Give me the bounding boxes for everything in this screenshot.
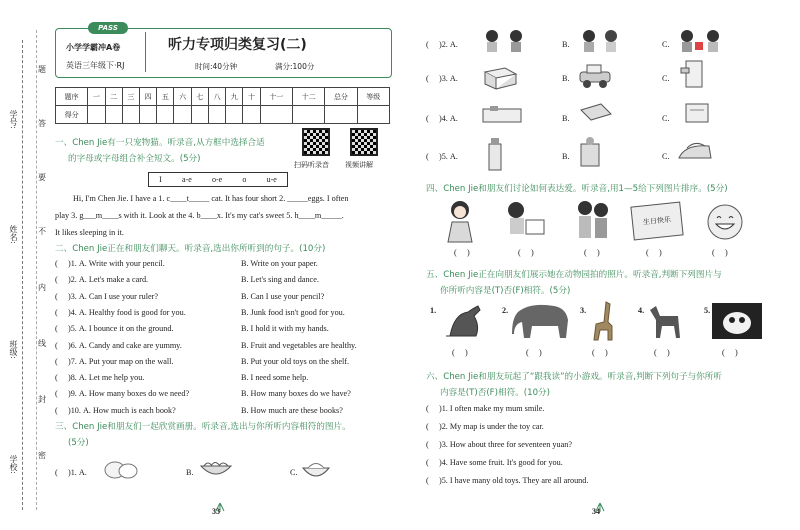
score-header-cell: 题序 — [56, 88, 88, 106]
passage-line-1: Hi, I'm Chen Jie. I have a 1. c____t_____ cat. It has four short 2. _____eggs. I often — [73, 194, 349, 203]
sec5-answer-1[interactable]: ( ) — [452, 348, 468, 357]
score-cell[interactable] — [140, 106, 157, 124]
girl-picture[interactable] — [440, 198, 480, 244]
answer-bracket[interactable]: ( ) — [55, 307, 71, 317]
item-number: 5 — [441, 476, 446, 485]
item-number: 4 — [441, 114, 446, 123]
sec4-answer-3[interactable]: ( ) — [584, 248, 600, 257]
kids-hug-picture[interactable] — [570, 198, 616, 244]
score-cell[interactable] — [191, 106, 208, 124]
score-header-cell: 十二 — [292, 88, 324, 106]
section-3-title-line2: (5分) — [68, 438, 89, 448]
section-5-title: 五、Chen Jie正在向朋友们展示她在动物园拍的照片。听录音,判断下列图片与 — [426, 270, 722, 280]
option-a-e: a-e — [182, 175, 192, 184]
book-series: 小学学霸冲A卷 — [66, 43, 121, 52]
picture-row-5-b — [562, 152, 570, 161]
answer-bracket[interactable]: ( ) — [55, 340, 71, 350]
item-number: 2 — [441, 422, 446, 431]
sec6-item: ( )3. How about three for seventeen yuan? — [426, 440, 572, 449]
item-number: 10 — [70, 405, 79, 415]
option-o-e: o-e — [211, 175, 223, 184]
worksheet-title: 听力专项归类复习(二) — [168, 37, 307, 53]
animal-2-label: 2. — [502, 306, 509, 315]
seal-char: 题 — [38, 65, 46, 74]
score-cell[interactable] — [157, 106, 174, 124]
elephant-picture[interactable] — [510, 300, 572, 340]
fold-line — [22, 40, 23, 510]
toy-car-picture[interactable] — [575, 60, 615, 90]
option-b: B. Junk food isn't good for you. — [241, 307, 345, 317]
sec2-item: ( )5. A. I bounce it on the ground. B. I hold it with my hands. — [55, 324, 329, 334]
sec4-answer-1[interactable]: ( ) — [454, 248, 470, 257]
option-a: A. Healthy food is good for you. — [78, 307, 186, 317]
right-page — [400, 0, 800, 530]
class-label: 班级: — [9, 340, 18, 359]
sec2-item: ( )10. A. How much is each book? B. How much are these books? — [55, 405, 343, 415]
smiley-face-picture[interactable] — [705, 202, 745, 242]
item-number: 2 — [70, 275, 75, 285]
score-header-cell: 三 — [122, 88, 139, 106]
item-number: 2 — [441, 40, 446, 49]
option-b: B. How much are these books? — [241, 405, 343, 415]
score-header-cell: 等级 — [357, 88, 389, 106]
option-b: B. I need some help. — [241, 373, 309, 383]
seal-char: 答 — [38, 119, 46, 128]
answer-bracket[interactable]: ( ) — [55, 324, 71, 334]
answer-bracket[interactable]: ( ) — [426, 74, 442, 83]
option-b-label: B. — [562, 74, 570, 83]
sec3-q1-a: A. — [78, 468, 87, 477]
passage-line-3: It likes sleeping in it. — [55, 228, 124, 237]
sec2-item: ( )1. A. Write with your pencil. B. Write on your paper. — [55, 259, 318, 268]
score-cell[interactable] — [325, 106, 357, 124]
sentence: Have some fruit. It's good for you. — [449, 458, 563, 467]
item-number: 1 — [441, 404, 446, 413]
answer-bracket[interactable]: ( ) — [55, 356, 71, 366]
panda-picture[interactable] — [712, 303, 762, 339]
sentence: I often make my mum smile. — [449, 404, 545, 413]
score-header-cell: 二 — [105, 88, 122, 106]
section-3-title: 三、Chen Jie和朋友们一起欣赏画册。听录音,选出与你所听内容相符的图片。 — [55, 422, 351, 432]
section-2-title: 二、Chen Jie正在和朋友们聊天。听录音,选出你所听到的句子。(10分) — [55, 244, 326, 254]
picture-row-5: ( )5. A. — [426, 152, 458, 161]
option-o: o — [242, 175, 247, 184]
option-b-label: B. — [562, 114, 570, 123]
section-6-title: 六、Chen Jie和朋友玩起了“跟我读”的小游戏。听录音,判断下列句子与你所听 — [426, 372, 722, 382]
option-a: A. How many boxes do we need? — [78, 389, 190, 399]
score-header-cell: 十 — [243, 88, 260, 106]
item-number: 5 — [70, 324, 75, 334]
full-score: 满分:100分 — [275, 62, 315, 71]
option-b-label: B. — [562, 40, 570, 49]
option-a: A. Let me help you. — [78, 373, 145, 383]
score-header-cell: 七 — [191, 88, 208, 106]
sec2-item: ( )2. A. Let's make a card. B. Let's sing and dance. — [55, 275, 319, 285]
answer-bracket[interactable]: ( ) — [426, 404, 442, 413]
item-number: 3 — [441, 440, 446, 449]
option-box — [148, 172, 288, 187]
option-b: B. How many boxes do we have? — [241, 389, 351, 399]
score-header-cell: 一 — [88, 88, 105, 106]
sec4-answer-5[interactable]: ( ) — [712, 248, 728, 257]
sec5-answer-4[interactable]: ( ) — [654, 348, 670, 357]
item-number: 3 — [441, 74, 446, 83]
sentence: I have many old toys. They are all around. — [449, 476, 589, 485]
zebra-horse-picture[interactable] — [646, 302, 686, 340]
picture-row-4-c — [662, 114, 670, 123]
option-a: A. Put your map on the wall. — [78, 356, 174, 366]
picture-row-3-c — [662, 74, 670, 83]
pass-logo: PASS — [88, 22, 128, 34]
item-number: 8 — [70, 373, 75, 383]
answer-bracket[interactable]: ( ) — [426, 152, 442, 161]
animal-5-label: 5. — [704, 306, 711, 315]
item-number: 5 — [441, 152, 446, 161]
score-cell[interactable] — [174, 106, 191, 124]
picture-row-2: ( )2. A. — [426, 40, 458, 49]
page-number-ornament — [585, 500, 615, 512]
sec6-item: ( )1. I often make my mum smile. — [426, 404, 545, 413]
answer-bracket[interactable]: ( ) — [426, 440, 442, 449]
animal-4-label: 4. — [638, 306, 645, 315]
sec3-q1-c: C. — [290, 468, 298, 477]
animal-3-label: 3. — [580, 306, 587, 315]
score-cell[interactable] — [122, 106, 139, 124]
score-cell[interactable] — [260, 106, 292, 124]
page-number-ornament — [205, 500, 235, 520]
answer-bracket[interactable]: ( ) — [426, 458, 442, 467]
student-number-label: 学号: — [9, 110, 18, 129]
option-b: B. I hold it with my hands. — [241, 324, 329, 334]
score-cell[interactable] — [292, 106, 324, 124]
cabinet-picture[interactable] — [678, 58, 708, 90]
answer-bracket[interactable]: ( ) — [55, 291, 71, 301]
option-a: A. I bounce it on the ground. — [78, 324, 174, 334]
score-header-cell: 八 — [208, 88, 225, 106]
answer-bracket[interactable]: ( ) — [426, 476, 442, 485]
section-5-title-line2: 你所听内容是(T)否(F)相符。(5分) — [440, 286, 571, 296]
juice-bottle-picture[interactable] — [480, 136, 510, 172]
picture-row-5-c — [662, 152, 670, 161]
two-kids-gift-picture[interactable] — [675, 28, 725, 54]
option-b: B. Put your old toys on the shelf. — [241, 356, 350, 366]
sec2-item: ( )7. A. Put your map on the wall. B. Put your old toys on the shelf. — [55, 356, 350, 366]
answer-bracket[interactable]: ( ) — [55, 389, 71, 399]
option-a-label: A. — [449, 152, 458, 161]
school-label: 学校: — [9, 455, 18, 474]
option-a: A. Write with your pencil. — [78, 259, 165, 268]
picture-row-4-b — [562, 114, 570, 123]
seal-char: 不 — [38, 227, 46, 236]
option-c-label: C. — [662, 40, 670, 49]
option-b: B. Let's sing and dance. — [241, 275, 319, 285]
sec6-item: ( )5. I have many old toys. They are all around. — [426, 476, 589, 485]
header-divider — [145, 32, 146, 72]
score-header-cell: 总分 — [325, 88, 357, 106]
option-b-label: B. — [562, 152, 570, 161]
sec2-item: ( )8. A. Let me help you. B. I need some help. — [55, 373, 309, 383]
sec5-answer-2[interactable]: ( ) — [526, 348, 542, 357]
name-label: 姓名: — [9, 225, 18, 244]
option-a-label: A. — [449, 74, 458, 83]
section-6-title-line2: 内容是(T)否(F)相符。(10分) — [440, 388, 550, 398]
score-header-cell: 六 — [174, 88, 191, 106]
sec3-q1-number: 1 — [70, 468, 75, 477]
option-c-label: C. — [662, 114, 670, 123]
sentence: How about three for seventeen yuan? — [449, 440, 572, 449]
picture-row-3-b — [562, 74, 570, 83]
qr-caption-audio: 扫码听录音 — [294, 161, 329, 169]
answer-bracket[interactable]: ( ) — [55, 373, 71, 383]
score-cell[interactable] — [226, 106, 243, 124]
score-header-cell: 四 — [140, 88, 157, 106]
option-a-label: A. — [449, 40, 458, 49]
score-header-cell: 九 — [226, 88, 243, 106]
answer-bracket[interactable]: ( ) — [55, 275, 71, 285]
option-b: B. Fruit and vegetables are healthy. — [241, 340, 357, 350]
score-cell[interactable] — [88, 106, 105, 124]
seal-line — [36, 30, 37, 510]
option-a: A. How much is each book? — [82, 405, 176, 415]
qr-code-audio[interactable] — [302, 128, 330, 156]
seal-char: 封 — [38, 395, 46, 404]
birthday-card-picture[interactable] — [630, 201, 683, 240]
time-limit: 时间:40分钟 — [195, 62, 238, 71]
grade-label: 英语三年级下·RJ — [66, 61, 125, 70]
score-row-label: 得分 — [56, 106, 88, 124]
sec3-q1-bracket[interactable]: ( )1. A. — [55, 468, 87, 477]
eggs-picture[interactable] — [103, 458, 139, 480]
section-4-title: 四、Chen Jie和朋友们讨论如何表达爱。听录音,用1—5给下列图片排序。(5分) — [426, 184, 728, 194]
qr-code-video[interactable] — [350, 128, 378, 156]
picture-row-3: ( )3. A. — [426, 74, 458, 83]
sec2-item: ( )6. A. Candy and cake are yummy. B. Fruit and vegetables are healthy. — [55, 340, 357, 350]
option-a: A. Can I use your ruler? — [78, 291, 158, 301]
sec3-q1-b: B. — [186, 468, 194, 477]
item-number: 9 — [70, 389, 75, 399]
page-number-left: 33 — [212, 507, 220, 516]
score-table — [55, 87, 390, 124]
eraser-picture[interactable] — [575, 100, 615, 126]
option-c-label: C. — [662, 152, 670, 161]
picture-row-2-b — [562, 40, 570, 49]
item-number: 4 — [441, 458, 446, 467]
page-number-right: 34 — [592, 507, 600, 516]
qr-caption-video: 视频讲解 — [345, 161, 373, 169]
score-header-cell: 十一 — [260, 88, 292, 106]
two-kids-sharing-picture[interactable] — [575, 28, 625, 54]
seal-char: 线 — [38, 339, 46, 348]
two-kids-talking-picture[interactable] — [480, 28, 530, 54]
sec6-item: ( )2. My map is under the toy car. — [426, 422, 544, 431]
answer-bracket[interactable]: ( ) — [55, 259, 71, 268]
picture-row-2-c — [662, 40, 670, 49]
animal-1-label: 1. — [430, 306, 437, 315]
sec4-answer-2[interactable]: ( ) — [518, 248, 534, 257]
noodle-bowl-picture[interactable] — [198, 456, 234, 480]
sec5-answer-5[interactable]: ( ) — [722, 348, 738, 357]
option-a: A. Let's make a card. — [78, 275, 149, 285]
option-u-e: u-e — [266, 175, 277, 184]
score-cell[interactable] — [105, 106, 122, 124]
pencil-box-picture[interactable] — [480, 104, 524, 126]
answer-bracket[interactable]: ( ) — [426, 422, 442, 431]
answer-bracket[interactable]: ( ) — [426, 40, 442, 49]
clothes-picture[interactable] — [575, 136, 605, 172]
passage-line-2: play 3. g___m____s with it. Look at the 4. b____x. It's my cat's sweet 5. h____m_____. — [55, 211, 344, 220]
kangaroo-picture[interactable] — [440, 302, 490, 340]
option-c-label: C. — [662, 74, 670, 83]
birthday-card-text: 生日快乐 — [642, 215, 672, 227]
giraffe-picture[interactable] — [588, 300, 618, 342]
option-b: B. Write on your paper. — [241, 259, 318, 268]
section-1-title-line2: 的字母或字母组合补全短文。(5分) — [68, 154, 201, 164]
seal-char: 内 — [38, 283, 46, 292]
sec4-answer-4[interactable]: ( ) — [646, 248, 662, 257]
sec2-item: ( )9. A. How many boxes do we need? B. How many boxes do we have? — [55, 389, 351, 399]
score-header-cell: 五 — [157, 88, 174, 106]
section-1-title: 一、Chen Jie有一只宠物猫。听录音,从方框中选择合适 — [55, 138, 265, 148]
item-number: 3 — [70, 291, 75, 301]
score-cell[interactable] — [243, 106, 260, 124]
option-b: B. Can I use your pencil? — [241, 291, 325, 301]
score-cell[interactable] — [357, 106, 389, 124]
answer-bracket[interactable]: ( ) — [55, 405, 71, 415]
option-a-label: A. — [449, 114, 458, 123]
book-picture[interactable] — [680, 100, 716, 126]
sec2-item: ( )3. A. Can I use your ruler? B. Can I use your pencil? — [55, 291, 325, 301]
picture-row-4: ( )4. A. — [426, 114, 458, 123]
boy-drawing-picture[interactable] — [502, 198, 548, 244]
option-a: A. Candy and cake are yummy. — [78, 340, 182, 350]
sec6-item: ( )4. Have some fruit. It's good for you. — [426, 458, 563, 467]
item-number: 7 — [70, 356, 75, 366]
score-cell[interactable] — [208, 106, 225, 124]
item-number: 6 — [70, 340, 75, 350]
item-number: 1 — [70, 259, 75, 268]
answer-bracket[interactable]: ( ) — [426, 114, 442, 123]
item-number: 4 — [70, 307, 75, 317]
open-box-picture[interactable] — [480, 62, 520, 90]
sec2-item: ( )4. A. Healthy food is good for you. B. Junk food isn't good for you. — [55, 307, 345, 317]
sec5-answer-3[interactable]: ( ) — [592, 348, 608, 357]
rice-bowl-picture[interactable] — [300, 456, 332, 482]
seal-char: 要 — [38, 173, 46, 182]
seal-char: 密 — [38, 451, 46, 460]
iron-picture[interactable] — [675, 136, 715, 166]
option-i: I — [159, 175, 162, 184]
sentence: My map is under the toy car. — [449, 422, 544, 431]
